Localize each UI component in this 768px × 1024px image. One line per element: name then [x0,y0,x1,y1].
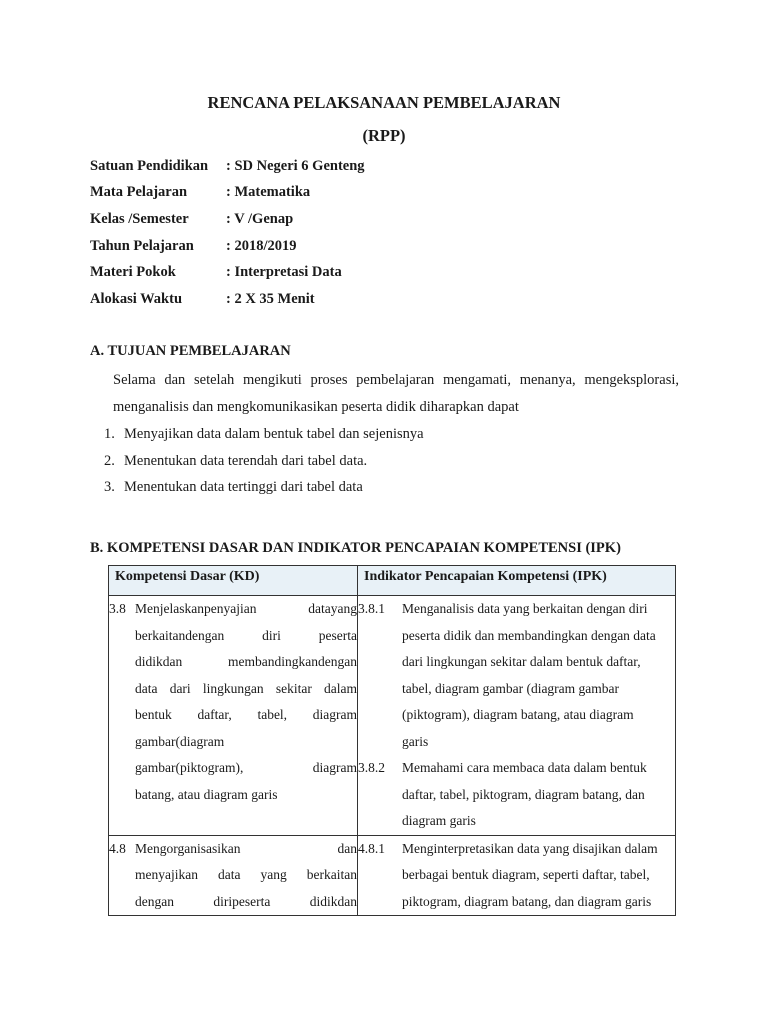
table-header-row [109,566,676,596]
kd-number: 3.8 [109,601,126,616]
kd-line [109,782,357,809]
ipk-line: Menginterpretasikan data yang disajikan dalam [402,840,658,856]
meta-row [90,153,365,180]
meta-row [90,259,365,286]
meta-value: : V /Genap [226,210,294,227]
kd-cell [109,835,358,916]
list-number: 1. [104,425,115,442]
list-item [104,448,424,475]
intro-paragraph-line: Selama dan setelah mengikuti proses pembelajaran mengamati, menanya, mengeksplorasi, [113,372,679,388]
kd-line [109,889,357,916]
list-number: 2. [104,452,115,469]
kd-line [109,729,357,756]
document-subtitle: (RPP) [362,126,406,145]
kd-text: batang, atau diagram garis [135,786,278,802]
meta-label: Satuan Pendidikan [90,157,209,174]
ipk-line: daftar, tabel, piktogram, diagram batang, dan [402,786,645,802]
kd-line [109,702,357,729]
meta-row [90,233,365,260]
kd-text: berkaitandengan diri peserta [135,627,357,643]
section-b-heading: B. KOMPETENSI DASAR DAN INDIKATOR PENCAPAIAN KOMPETENSI (IPK) [90,540,621,556]
kd-text: bentuk daftar, tabel, diagram [135,707,357,722]
competency-table [108,565,676,916]
meta-row [90,206,365,233]
meta-value: : SD Negeri 6 Genteng [226,157,365,174]
ipk-line: Menganalisis data yang berkaitan dengan diri [402,601,648,616]
ipk-line: (piktogram), diagram batang, atau diagram [402,707,634,722]
kd-cell [109,596,358,836]
ipk-line: dari lingkungan sekitar dalam bentuk daftar, [402,654,641,669]
kd-line [109,676,357,703]
ipk-line: diagram garis [402,813,476,828]
ipk-cell [358,835,676,916]
column-header-kd: Kompetensi Dasar (KD) [109,566,358,596]
section-a-heading: A. TUJUAN PEMBELAJARAN [90,343,291,359]
ipk-line: tabel, diagram gambar (diagram gambar [402,680,620,696]
kd-line [109,836,357,863]
meta-value: : Matematika [226,184,311,201]
list-item [104,475,424,502]
meta-value: : 2 X 35 Menit [226,290,315,307]
ipk-item [358,836,675,916]
table-row [109,596,676,836]
kd-line [109,596,357,623]
meta-label: Mata Pelajaran [90,184,188,201]
kd-line [109,623,357,650]
column-header-ipk: Indikator Pencapaian Kompetensi (IPK) [358,566,676,596]
meta-label: Tahun Pelajaran [90,237,194,254]
ipk-line: piktogram, diagram batang, dan diagram garis [402,893,652,909]
meta-value: : Interpretasi Data [226,264,342,281]
ipk-line: peserta didik dan membandingkan dengan data [402,627,656,643]
kd-text: menyajikan data yang berkaitan [135,867,357,882]
kd-text: gambar(piktogram), diagram [135,760,357,775]
kd-text: Menjelaskanpenyajian datayang [135,601,357,616]
goals-list [104,421,424,501]
meta-label: Materi Pokok [90,264,176,281]
meta-value: : 2018/2019 [226,237,297,254]
kd-text: dengan diripeserta didikdan [135,893,357,909]
list-text: Menentukan data tertinggi dari tabel data [124,479,363,496]
ipk-line: Memahami cara membaca data dalam bentuk [402,760,647,775]
document-title: RENCANA PELAKSANAAN PEMBELAJARAN [207,93,561,112]
meta-label: Alokasi Waktu [90,290,183,307]
ipk-number: 3.8.1 [358,601,385,616]
ipk-line: garis [402,733,429,749]
ipk-number: 3.8.2 [358,760,385,775]
ipk-line: berbagai bentuk diagram, seperti daftar, tabel, [402,867,650,882]
ipk-number: 4.8.1 [358,840,385,856]
list-item [104,421,424,448]
identity-block [90,153,365,313]
list-text: Menentukan data terendah dari tabel data. [124,452,368,469]
kd-text: gambar(diagram [135,733,225,749]
meta-label: Kelas /Semester [90,210,189,227]
meta-row [90,286,365,313]
kd-text: Mengorganisasikan dan [135,840,357,856]
kd-line [109,862,357,889]
meta-row [90,180,365,207]
ipk-item [358,755,675,835]
intro-paragraph-line: menganalisis dan mengkomunikasikan peserta didik diharapkan dapat [113,399,519,415]
kd-line [109,649,357,676]
list-number: 3. [104,479,115,496]
table-row [109,835,676,916]
kd-line [109,755,357,782]
kd-text: data dari lingkungan sekitar dalam [135,680,357,696]
kd-text: didikdan membandingkandengan [135,654,357,669]
ipk-cell [358,596,676,836]
ipk-item [358,596,675,755]
kd-number: 4.8 [109,840,126,856]
list-text: Menyajikan data dalam bentuk tabel dan sejenisnya [124,425,424,442]
